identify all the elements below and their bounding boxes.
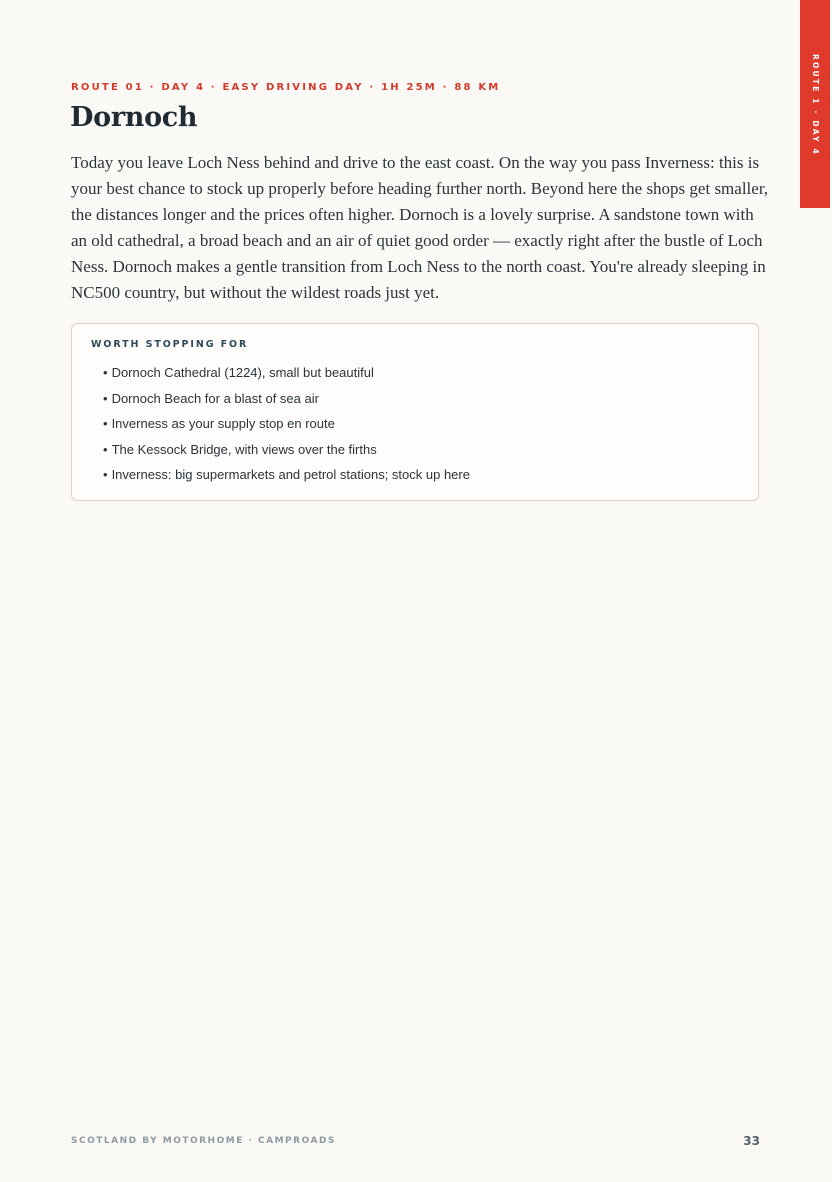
side-tab xyxy=(800,0,830,208)
list-item xyxy=(103,462,470,488)
list-item xyxy=(103,437,470,463)
bullet-icon: • xyxy=(103,416,108,431)
list-item-text: Dornoch Cathedral (1224), small but beautiful xyxy=(111,365,374,380)
list-item-text: The Kessock Bridge, with views over the firths xyxy=(111,441,377,457)
list-item xyxy=(103,386,470,412)
list-item xyxy=(103,360,470,386)
route-eyebrow: ROUTE 01 · DAY 4 · EASY DRIVING DAY · 1H 25M · 88 KM xyxy=(71,82,501,93)
list-item xyxy=(103,411,470,437)
page-title: Dornoch xyxy=(70,102,198,133)
bullet-icon: • xyxy=(103,390,108,406)
list-item-text: Inverness as your supply stop en route xyxy=(111,416,335,431)
worth-stopping-list xyxy=(103,360,470,488)
page-number: 33 xyxy=(743,1134,760,1148)
worth-stopping-heading: WORTH STOPPING FOR xyxy=(91,339,249,350)
list-item-text: Dornoch Beach for a blast of sea air xyxy=(111,390,319,406)
worth-stopping-box xyxy=(71,323,759,501)
bullet-icon: • xyxy=(103,467,108,482)
footer-publication: SCOTLAND BY MOTORHOME · CAMPROADS xyxy=(71,1136,336,1146)
bullet-icon: • xyxy=(103,365,108,380)
side-tab-label: ROUTE 1 · DAY 4 xyxy=(811,54,820,156)
bullet-icon: • xyxy=(103,441,108,457)
list-item-text: Inverness: big supermarkets and petrol stations; stock up here xyxy=(111,467,470,482)
intro-paragraph: Today you leave Loch Ness behind and drive to the east coast. On the way you pass Inverness: this is your best chance to stock up properly before heading further north. Beyond here the shops get smaller, the distances longer and the prices often higher. Dornoch is a lovely surprise. A sandstone town with an old cathedral, a broad beach and an air of quiet good order — exactly right after the bustle of Loch Ness. Dornoch makes a gentle transition from Loch Ness to the north coast. You're already sleeping in NC500 country, but without the wildest roads just yet. xyxy=(71,153,769,302)
